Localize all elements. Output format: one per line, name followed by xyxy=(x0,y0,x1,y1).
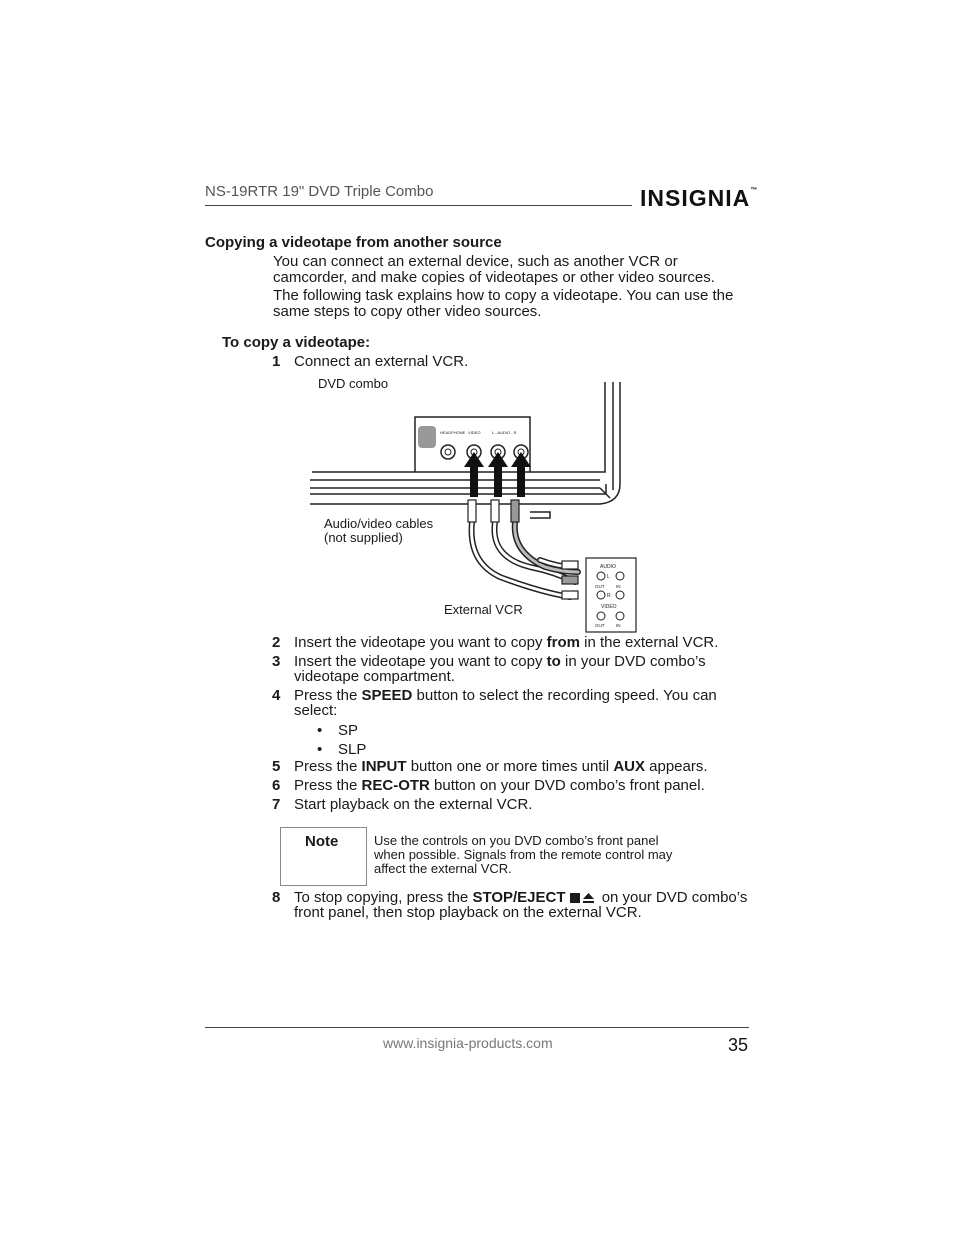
step-number: 2 xyxy=(272,634,281,651)
step-text: Press the INPUT button one or more times until AUX appears. xyxy=(294,758,708,775)
step-number: 7 xyxy=(272,796,281,813)
procedure-title: To copy a videotape: xyxy=(222,334,371,351)
cables-label-line-1: Audio/video cables xyxy=(324,516,434,531)
bullet-label: SP xyxy=(338,722,359,739)
bullet-label: SLP xyxy=(338,741,367,758)
svg-text:IN: IN xyxy=(616,584,621,589)
svg-text:IN: IN xyxy=(616,623,621,628)
step-number: 3 xyxy=(272,653,281,670)
bullet-dot: • xyxy=(317,741,323,758)
header-rule xyxy=(205,205,632,206)
connection-arrows xyxy=(464,452,531,497)
step-text: Insert the videotape you want to copy from in the external VCR. xyxy=(294,634,719,651)
bullet-dot: • xyxy=(317,722,323,739)
external-vcr-label: External VCR xyxy=(444,602,523,617)
step-text: Press the REC-OTR button on your DVD combo’s front panel. xyxy=(294,777,705,794)
logo-trademark: ™ xyxy=(750,187,759,194)
footer-rule xyxy=(205,1027,749,1028)
cables-label-line-2: (not supplied) xyxy=(324,530,403,545)
insignia-logo xyxy=(640,185,758,212)
step-number: 6 xyxy=(272,777,281,794)
svg-text:OUT: OUT xyxy=(595,623,605,628)
jack-panel xyxy=(440,430,528,459)
footer-url: www.insignia-products.com xyxy=(383,1035,553,1051)
svg-text:L: L xyxy=(607,574,610,580)
svg-text:OUT: OUT xyxy=(595,584,605,589)
step-text: To stop copying, press the STOP/EJECT on your DVD combo’s front panel, then stop playback on the external VCR. xyxy=(294,889,748,921)
connection-diagram xyxy=(300,372,650,642)
dvd-combo-label: DVD combo xyxy=(318,376,389,391)
eject-icon xyxy=(583,893,594,903)
step-number: 8 xyxy=(272,889,281,906)
svg-text:AUDIO: AUDIO xyxy=(600,564,616,570)
button-panel-knob xyxy=(418,426,436,448)
vcr-panel xyxy=(586,558,636,632)
intro-paragraph-1: You can connect an external device, such as another VCR or camcorder, and make copies of videotapes or other video sources. xyxy=(273,253,715,286)
av-cables xyxy=(472,522,578,597)
stop-icon xyxy=(570,893,580,903)
dvd-combo-outline xyxy=(310,382,620,518)
step-text: Start playback on the external VCR. xyxy=(294,796,533,813)
svg-text:L - AUDIO - R: L - AUDIO - R xyxy=(492,430,517,435)
step-number: 1 xyxy=(272,353,281,370)
svg-text:HEADPHONE: HEADPHONE xyxy=(440,430,466,435)
step-text: Insert the videotape you want to copy to in your DVD combo’s videotape compartment. xyxy=(294,653,706,685)
step-text: Connect an external VCR. xyxy=(294,353,469,370)
note-text: Use the controls on you DVD combo’s front panel when possible. Signals from the remote control may affect the external VCR. xyxy=(374,833,673,876)
step-number: 4 xyxy=(272,687,281,704)
svg-text:VIDEO: VIDEO xyxy=(468,430,481,435)
intro-paragraph-2: The following task explains how to copy a videotape. You can use the same steps to copy other video sources. xyxy=(273,287,734,320)
step-number: 5 xyxy=(272,758,281,775)
cables-label xyxy=(324,517,433,545)
section-title: Copying a videotape from another source xyxy=(205,234,502,251)
page-number: 35 xyxy=(728,1035,749,1055)
svg-text:R: R xyxy=(607,593,611,599)
step-text: Press the SPEED button to select the recording speed. You can select: xyxy=(294,687,717,719)
note-heading: Note xyxy=(305,833,339,850)
svg-text:VIDEO: VIDEO xyxy=(601,604,617,610)
header-product-title: NS-19RTR 19" DVD Triple Combo xyxy=(205,183,434,200)
logo-text: INSIGNIA xyxy=(640,185,751,211)
